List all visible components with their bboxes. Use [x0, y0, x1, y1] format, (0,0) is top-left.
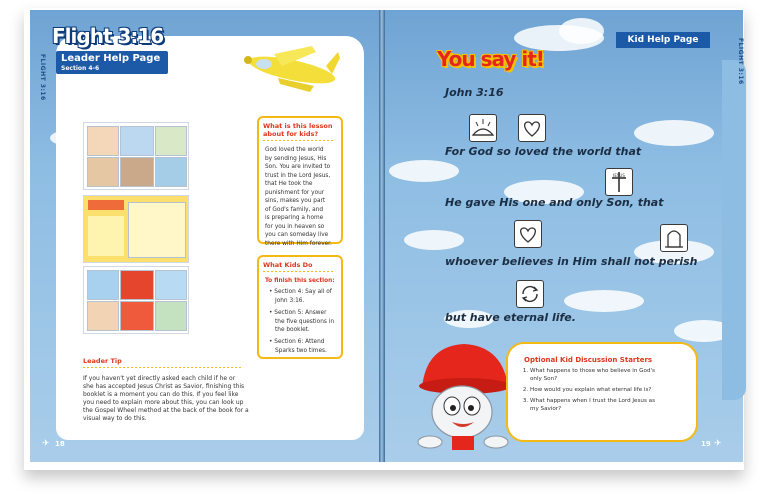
flight-logo: Flight 3:16 — [52, 24, 164, 48]
airplane-small-icon-right: ✈ — [714, 439, 722, 449]
heart-icon-2 — [514, 220, 542, 248]
verse-line-4: but have eternal life. — [445, 311, 576, 324]
kid-help-badge: Kid Help Page — [616, 32, 710, 48]
left-side-tab: FLIGHT 3:16 — [39, 54, 46, 101]
lesson-about-text: God loved the world by sending Jesus, His Son. You are invited to trust in the Lord Jesus, that He took the punishment for your sins, makes you part of God's family, and is preparing a home for you in heaven so you can someday live there with Him forever. — [265, 147, 332, 247]
airplane-icon — [234, 36, 344, 96]
tombstone-icon — [660, 224, 688, 252]
comic-thumbnail-2 — [83, 266, 189, 334]
verse-reference: John 3:16 — [445, 86, 504, 99]
mascot-character-icon — [410, 340, 520, 450]
comic-thumbnail-1 — [83, 122, 189, 190]
page-tab-edge — [722, 60, 746, 400]
right-page-number: 19 — [701, 440, 711, 448]
book-gutter — [379, 10, 385, 462]
what-kids-do-intro: To finish this section: — [265, 278, 335, 284]
world-sunrise-icon — [469, 114, 497, 142]
kids-do-item-1: • Section 4: Say all of John 3:16. — [269, 289, 332, 304]
what-kids-do-box — [257, 255, 343, 359]
section-label: Section 4-6 — [61, 65, 100, 72]
leader-tip-text: If you haven't yet directly asked each child if he or she has accepted Jesus Christ as Savior, finishing this booklet is a moment you can do this. If you feel like you need to explain more about this, you can look up the Gospel Wheel method at the back of the book for a visual way to do this. — [83, 375, 249, 422]
what-kids-do-heading: What Kids Do — [263, 261, 313, 269]
verse-line-2: He gave His one and only Son, that — [445, 196, 664, 209]
right-side-tab: FLIGHT 3:16 — [737, 38, 744, 85]
starter-item-1: 1. What happens to those who believe in God's only Son? — [530, 367, 690, 383]
verse-line-1: For God so loved the world that — [445, 145, 642, 158]
heart-icon — [518, 114, 546, 142]
leader-tip-divider — [83, 367, 243, 368]
svg-text:JESUS: JESUS — [613, 173, 625, 178]
discussion-starters-heading: Optional Kid Discussion Starters — [524, 356, 653, 364]
cross-jesus-icon — [605, 168, 633, 196]
kids-do-item-2: • Section 5: Answer the five questions in the booklet. — [269, 310, 335, 333]
verse-line-3: whoever believes in Him shall not perish — [445, 255, 698, 268]
discussion-starters-list — [514, 364, 690, 413]
yousay-thumbnail — [83, 195, 189, 263]
kids-do-item-3: • Section 6: Attend Sparks two times. — [269, 339, 327, 354]
leader-tip-heading: Leader Tip — [83, 357, 122, 365]
leader-help-badge — [56, 51, 168, 74]
airplane-small-icon: ✈ — [42, 439, 50, 449]
lesson-about-box — [257, 116, 343, 247]
starter-item-2: 2. How would you explain what eternal life is? — [530, 386, 690, 394]
discussion-starters-box — [506, 342, 698, 442]
lesson-about-heading: What is this lesson about for kids? — [263, 122, 333, 138]
circle-arrows-icon — [516, 280, 544, 308]
you-say-it-title: You say it! — [437, 47, 544, 71]
leader-help-title: Leader Help Page — [61, 53, 161, 64]
left-page-number: 18 — [55, 440, 65, 448]
starter-item-3: 3. What happens when I trust the Lord Jesus as my Savior? — [530, 397, 690, 413]
